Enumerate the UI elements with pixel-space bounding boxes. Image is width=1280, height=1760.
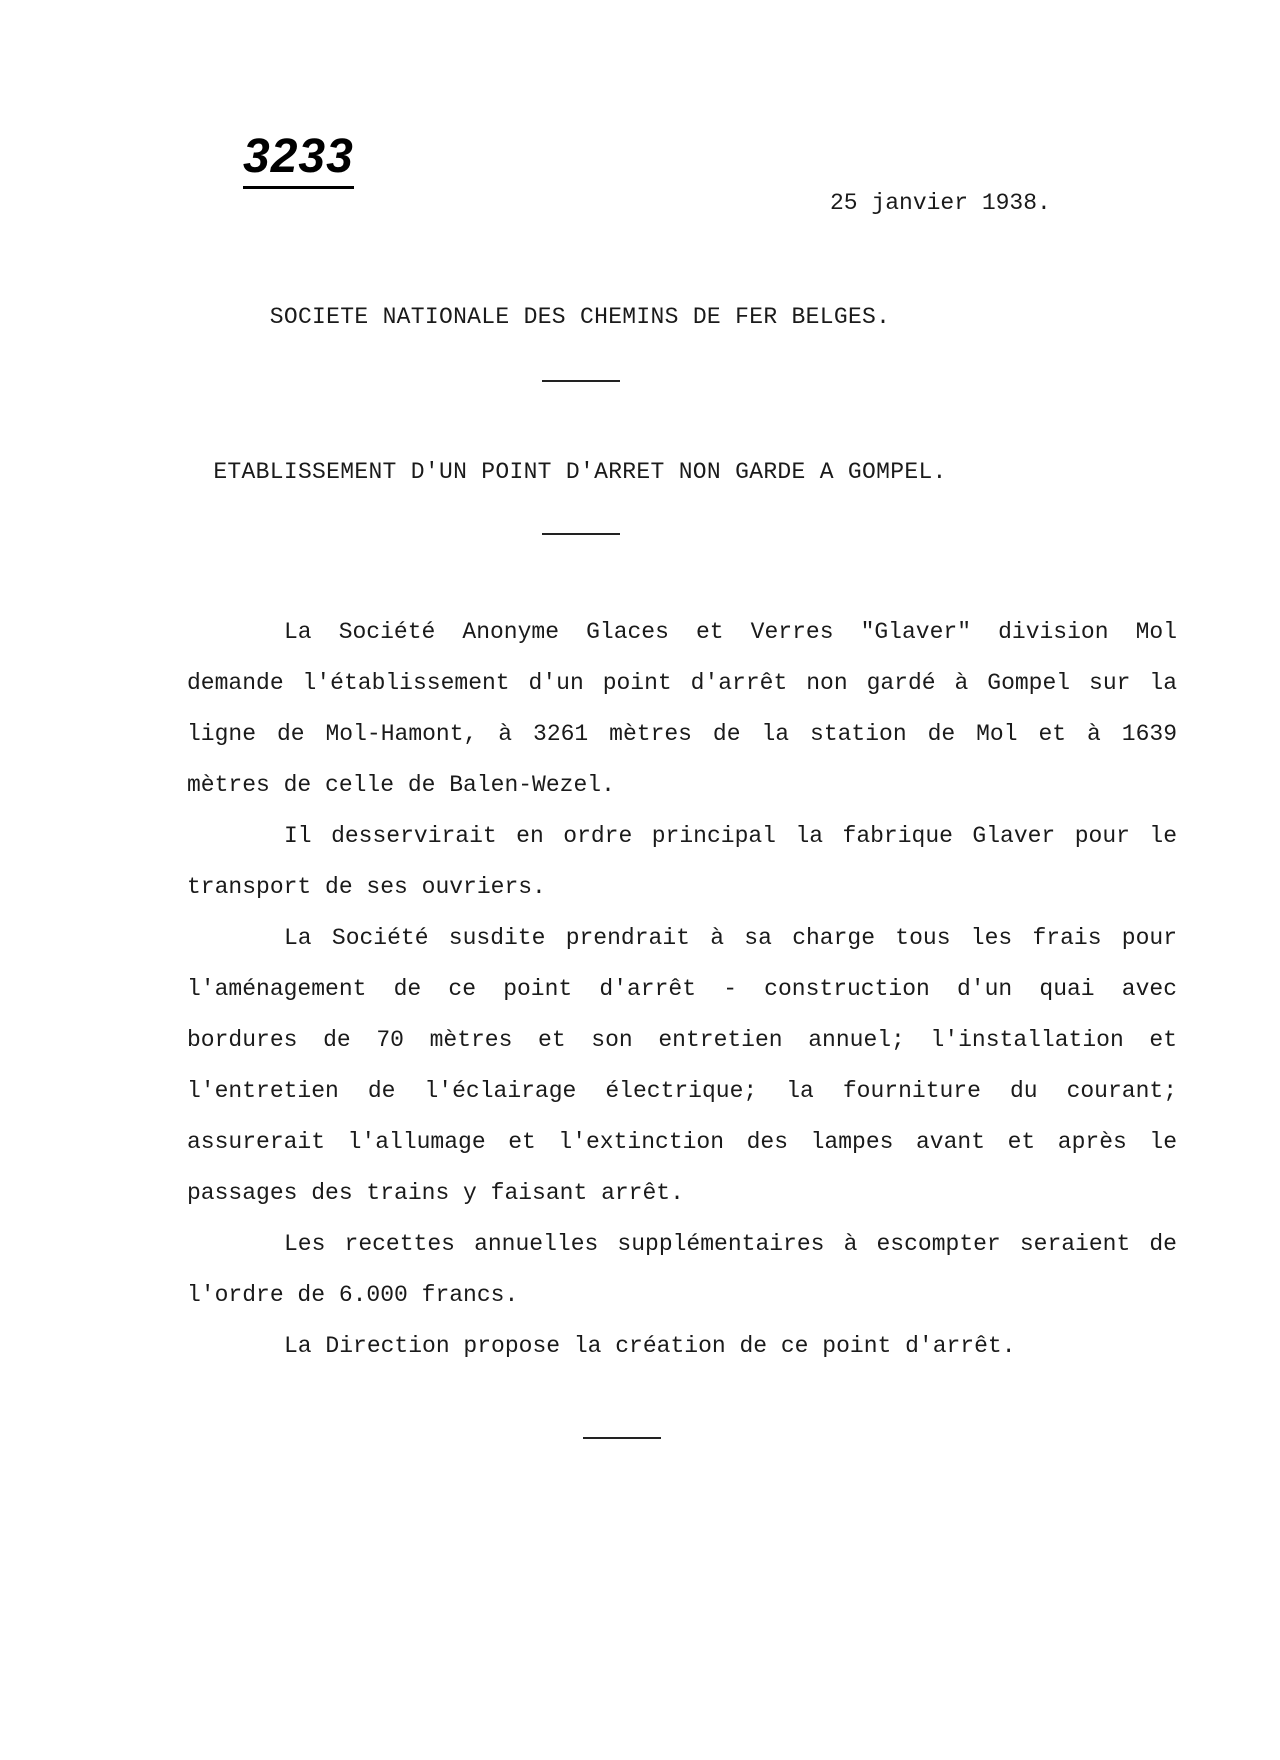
divider-rule: [542, 380, 620, 382]
paragraph: Les recettes annuelles supplémentaires à escompter seraient de l'ordre de 6.000 francs.: [187, 1231, 1177, 1308]
organization-heading: SOCIETE NATIONALE DES CHEMINS DE FER BELGES.: [269, 304, 891, 330]
closing-rule: [583, 1437, 661, 1439]
paragraph: Il desservirait en ordre principal la fabrique Glaver pour le transport de ses ouvriers.: [187, 823, 1177, 900]
paragraph: La Société Anonyme Glaces et Verres "Glaver" division Mol demande l'établissement d'un point d'arrêt non gardé à Gompel sur la ligne de Mol-Hamont, à 3261 mètres de la station de Mol et à 1639 mètres de celle de Balen-Wezel.: [187, 619, 1177, 798]
document-number: 3233: [243, 130, 354, 189]
document-body: [187, 607, 1177, 1372]
document-date: 25 janvier 1938.: [830, 190, 1051, 216]
subject-heading: ETABLISSEMENT D'UN POINT D'ARRET NON GARDE A GOMPEL.: [213, 459, 947, 485]
divider-rule: [542, 533, 620, 535]
paragraph: La Direction propose la création de ce point d'arrêt.: [284, 1333, 1016, 1359]
paragraph: La Société susdite prendrait à sa charge tous les frais pour l'aménagement de ce point d'arrêt - construction d'un quai avec bordures de 70 mètres et son entretien annuel; l'installation et l'entretien de l'éclairage électrique; la fourniture du courant; assurerait l'allumage et l'extinction des lampes avant et après le passages des trains y faisant arrêt.: [187, 925, 1177, 1206]
